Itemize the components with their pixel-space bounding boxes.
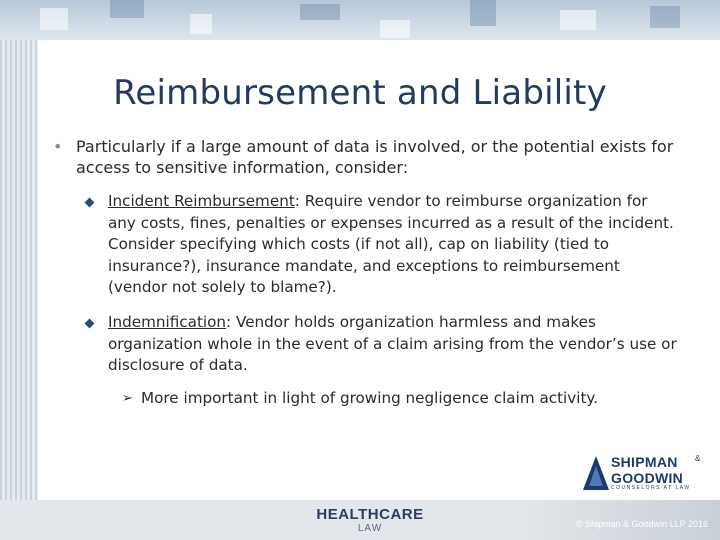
arrow-bullet-icon: ➢ xyxy=(122,391,133,406)
logo-amp: & xyxy=(695,454,701,463)
bullet-text: Particularly if a large amount of data is involved, or the potential exists for access to sensitive information, consider: xyxy=(76,137,674,177)
subitem-text: : Vendor holds organization harmless and makes organization whole in the event of a claim arising from the vendor’s use or disclosure of data. xyxy=(108,313,677,374)
footer-subtitle: LAW xyxy=(357,523,383,534)
subitem-indemnification xyxy=(108,312,678,377)
bullet-marker: • xyxy=(53,137,63,156)
copyright-text: © Shipman & Goodwin LLP 2016 xyxy=(575,519,708,529)
left-decorative-band xyxy=(0,40,38,540)
shipman-goodwin-logo xyxy=(583,452,713,494)
slide-title: Reimbursement and Liability xyxy=(113,73,607,113)
subsubitem-text: More important in light of growing negligence claim activity. xyxy=(141,389,599,407)
subitem-text: : Require vendor to reimburse organization for any costs, fines, penalties or expenses incurred as a result of the incident. Consider specifying which costs (if not all), cap on liability (tied to insurance?), insurance mandate, and exceptions to reimbursement (vendor not solely to blame?). xyxy=(108,192,674,296)
logo-subtitle: COUNSELORS AT LAW xyxy=(611,485,691,491)
logo-line2: GOODWIN xyxy=(611,470,684,486)
logo-mark-icon xyxy=(583,456,609,490)
logo-line1: SHIPMAN xyxy=(611,454,678,470)
subitem-term: Indemnification xyxy=(108,313,227,331)
subitem-term: Incident Reimbursement xyxy=(108,192,295,210)
subitem-incident-reimbursement xyxy=(108,191,678,299)
footer-title: HEALTHCARE xyxy=(316,506,424,523)
